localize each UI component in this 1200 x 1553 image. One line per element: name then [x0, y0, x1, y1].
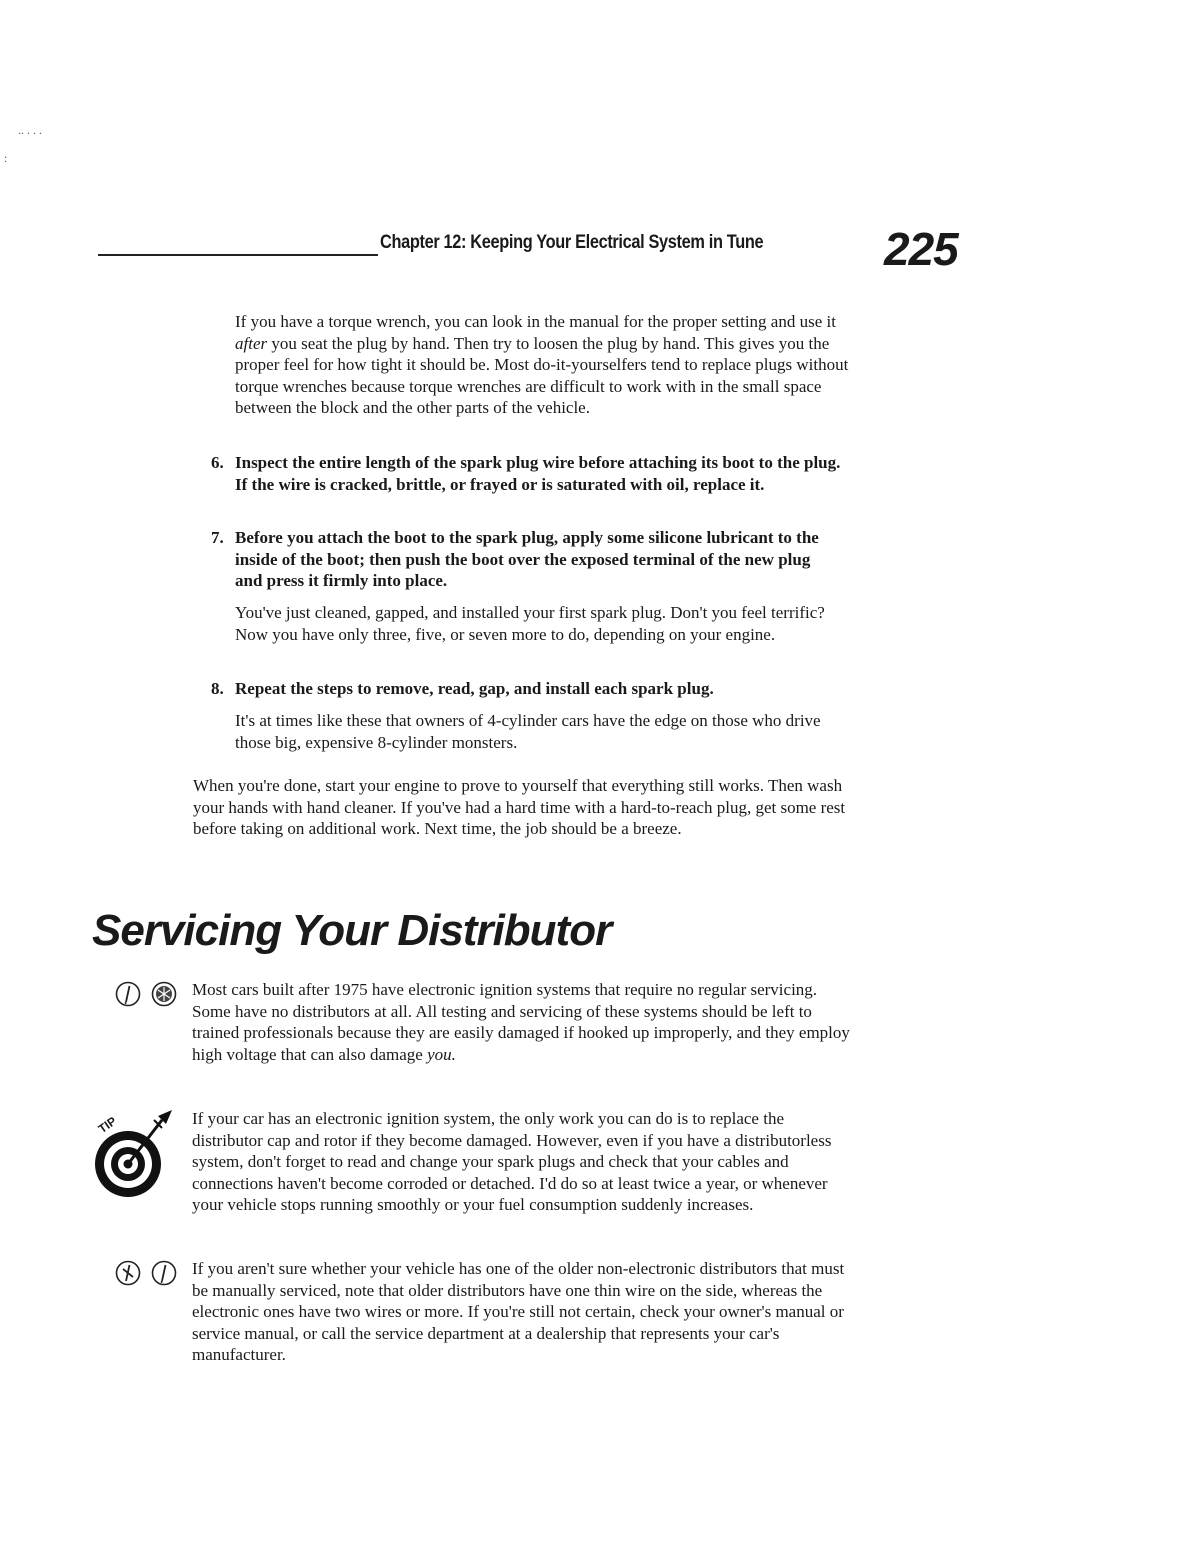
scan-speck: :	[4, 151, 8, 165]
step-7-number: 7.	[211, 528, 224, 547]
step-8-followup: It's at times like these that owners of 4-cylinder cars have the edge on those who drive those big, expensive 8-cylinder monsters.	[235, 711, 821, 752]
section-title: Servicing Your Distributor	[92, 906, 612, 955]
running-head: Chapter 12: Keeping Your Electrical System in Tune	[380, 232, 764, 253]
scan-speck: .. . . .	[18, 123, 42, 137]
electronic-ignition-emphasis: you.	[427, 1044, 456, 1064]
torque-paragraph-text-2: you seat the plug by hand. Then try to loosen the plug by hand. This gives you the proper feel for how tight it should be. Most do-it-yourselfers tend to replace plugs without torque wrenches because torque wrenches are difficult to work with in the small space between the block and the other parts of the vehicle.	[235, 333, 849, 418]
step-8-text: Repeat the steps to remove, read, gap, and install each spark plug.	[235, 679, 714, 698]
electronic-ignition-paragraph	[192, 979, 858, 1065]
step-6-number: 6.	[211, 453, 224, 472]
step-7-text: Before you attach the boot to the spark plug, apply some silicone lubricant to the inside of the boot; then push the boot over the exposed terminal of the new plug and press it firmly into place.	[235, 528, 819, 591]
electronic-ignition-text: Most cars built after 1975 have electronic ignition systems that require no regular servicing. Some have no distributors at all. All testing and servicing of these systems should be left to trained professionals because they are easily damaged if hooked up improperly, and they employ high voltage that can also damage	[192, 980, 850, 1064]
distributor-check-paragraph: If you aren't sure whether your vehicle has one of the older non-electronic distributors that must be manually serviced, note that older distributors have one thin wire on the side, whereas the electronic ones have two wires or more. If you're still not certain, check your owner's manual or service manual, or call the service department at a dealership that represents your car's manufacturer.	[192, 1259, 845, 1365]
step-7-followup: You've just cleaned, gapped, and installed your first spark plug. Don't you feel terrific? Now you have only three, five, or seven more to do, depending on your engine.	[235, 603, 825, 644]
warning-icon	[150, 1259, 178, 1292]
closing-paragraph: When you're done, start your engine to prove to yourself that everything still works. Then wash your hands with hand cleaner. If you've had a hard time with a hard-to-reach plug, get some rest before taking on additional work. Next time, the job should be a breeze.	[193, 776, 846, 839]
page-number: 225	[884, 223, 958, 275]
warning-icon	[114, 980, 142, 1013]
tip-paragraph: If your car has an electronic ignition system, the only work you can do is to replace the distributor cap and rotor if they become damaged. However, even if you have a distributorless system, don't forget to read and change your spark plugs and check that your cables and connections haven't become corroded or detached. I'd do so at least twice a year, or whenever your vehicle stops running smoothly or your fuel consumption suddenly increases.	[192, 1109, 832, 1215]
technical-stuff-icon	[150, 980, 178, 1013]
header-rule	[98, 254, 378, 256]
tip-target-icon	[92, 1106, 176, 1205]
step-6-text: Inspect the entire length of the spark plug wire before attaching its boot to the plug. If the wire is cracked, brittle, or frayed or is saturated with oil, replace it.	[235, 453, 841, 494]
torque-paragraph-text-1: If you have a torque wrench, you can look in the manual for the proper setting and use it	[235, 312, 836, 331]
warning-icon	[114, 1259, 142, 1292]
torque-paragraph-emphasis: after	[235, 333, 268, 353]
step-8-number: 8.	[211, 679, 224, 698]
step-6	[211, 452, 845, 495]
step-7	[211, 527, 835, 592]
step-8	[211, 678, 855, 700]
tip-label: TIP	[95, 1113, 119, 1137]
torque-paragraph	[235, 311, 860, 419]
